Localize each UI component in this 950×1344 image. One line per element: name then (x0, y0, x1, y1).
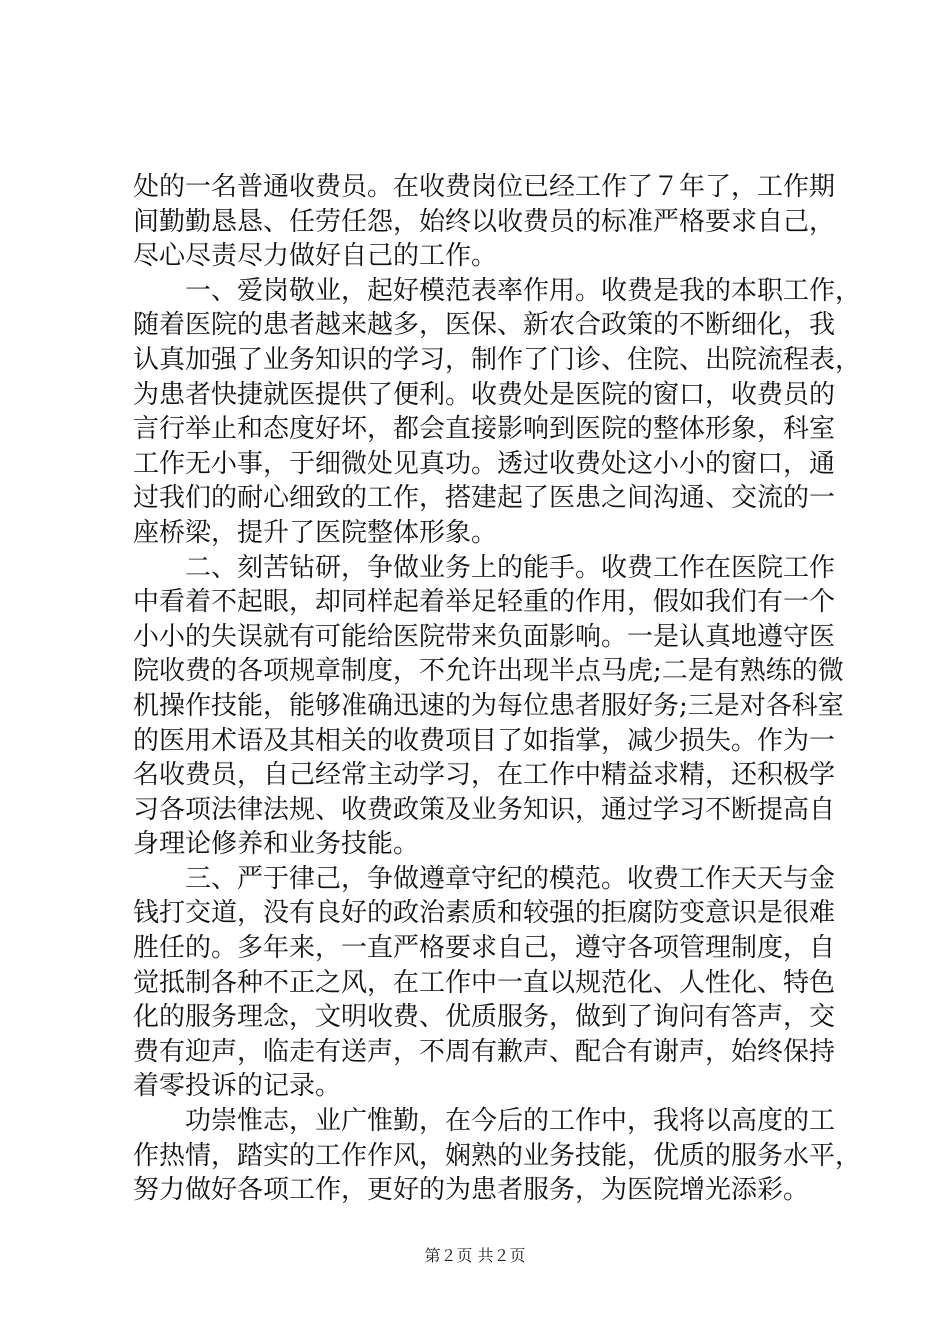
text-line: 觉抵制各种不正之风，在工作中一直以规范化、人性化、特色 (133, 967, 836, 998)
text-line: 为患者快捷就医提供了便利。收费处是医院的窗口，收费员的 (133, 379, 836, 410)
text-line: 功崇惟志，业广惟勤，在今后的工作中，我将以高度的工 (185, 1106, 836, 1137)
text-line: 二、刻苦钻研，争做业务上的能手。收费工作在医院工作 (185, 552, 836, 583)
text-line: 言行举止和态度好坏，都会直接影响到医院的整体形象，科室 (133, 414, 836, 445)
text-line: 中看着不起眼，却同样起着举足轻重的作用，假如我们有一个 (133, 587, 836, 618)
text-line: 工作无小事，于细微处见真功。透过收费处这小小的窗口，通 (133, 448, 836, 479)
text-line: 一、爱岗敬业，起好模范表率作用。收费是我的本职工作， (185, 275, 862, 306)
text-line: 着零投诉的记录。 (133, 1071, 342, 1102)
paragraph (133, 274, 862, 551)
text-line: 小小的失误就有可能给医院带来负面影响。一是认真地遵守医 (133, 621, 836, 652)
text-line: 化的服务理念，文明收费、优质服务，做到了询问有答声，交 (133, 1002, 836, 1033)
text-line: 间勤勤恳恳、任劳任怨，始终以收费员的标准严格要求自己， (133, 206, 836, 237)
text-line: 过我们的耐心细致的工作，搭建起了医患之间沟通、交流的一 (133, 483, 836, 514)
text-line: 身理论修养和业务技能。 (133, 829, 420, 860)
text-line: 名收费员，自己经常主动学习，在工作中精益求精，还积极学 (133, 760, 836, 791)
text-line: 习各项法律法规、收费政策及业务知识，通过学习不断提高自 (133, 794, 836, 825)
text-line: 认真加强了业务知识的学习，制作了门诊、住院、出院流程表， (133, 344, 862, 375)
text-line: 作热情，踏实的工作作风，娴熟的业务技能，优质的服务水平， (133, 1140, 862, 1171)
text-line: 努力做好各项工作，更好的为患者服务，为医院增光添彩。 (133, 1175, 810, 1206)
text-line: 钱打交道，没有良好的政治素质和较强的拒腐防变意识是很难 (133, 898, 836, 929)
document-body (133, 170, 862, 1208)
text-line: 座桥梁，提升了医院整体形象。 (133, 517, 498, 548)
text-line: 尽心尽责尽力做好自己的工作。 (133, 241, 498, 272)
text-line: 院收费的各项规章制度，不允许出现半点马虎;二是有熟练的微 (133, 656, 844, 687)
text-line: 的医用术语及其相关的收费项目了如指掌，减少损失。作为一 (133, 725, 836, 756)
text-line: 费有迎声，临走有送声，不周有歉声、配合有谢声，始终保持 (133, 1036, 836, 1067)
paragraph (133, 551, 844, 862)
text-line: 胜任的。多年来，一直严格要求自己，遵守各项管理制度，自 (133, 933, 836, 964)
text-line: 机操作技能，能够准确迅速的为每位患者服好务;三是对各科室 (133, 690, 844, 721)
paragraph (133, 170, 836, 274)
page-number: 第２页 共２页 (424, 1246, 526, 1265)
text-line: 处的一名普通收费员。在收费岗位已经工作了７年了，工作期 (133, 172, 836, 202)
text-line: 三、严于律己，争做遵章守纪的模范。收费工作天天与金 (185, 863, 836, 894)
paragraph (133, 1104, 862, 1208)
paragraph (133, 862, 836, 1104)
text-line: 随着医院的患者越来越多，医保、新农合政策的不断细化，我 (133, 310, 836, 341)
